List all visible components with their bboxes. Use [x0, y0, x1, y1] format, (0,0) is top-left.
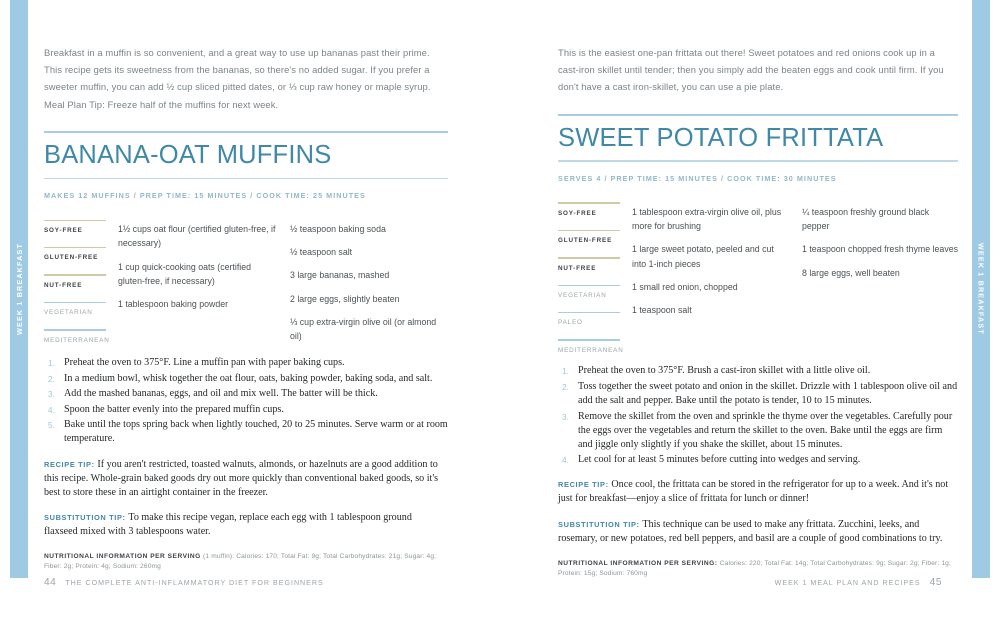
dietary-tag-label: NUT-FREE — [558, 264, 597, 272]
ingredient-item: 1½ cups oat flour (certified gluten-free, if necessary) — [118, 223, 276, 249]
instruction-step: Spoon the batter evenly into the prepared muffin cups. — [64, 403, 284, 415]
dietary-tag-rule — [558, 339, 620, 340]
ingredient-item: 1 cup quick-cooking oats (certified gluten-free, if necessary) — [118, 261, 251, 286]
right-page — [500, 0, 1000, 617]
ingredient-item: 3 large bananas, mashed — [290, 270, 390, 281]
ingredient-item: 1 teaspoon chopped fresh thyme leaves — [802, 244, 959, 255]
dietary-tag — [558, 333, 624, 360]
dietary-tag-rule — [44, 274, 106, 275]
ingredient-item: 1 tablespoon baking powder — [118, 299, 229, 310]
dietary-tag-rule — [558, 285, 620, 286]
dietary-tag-rule — [44, 220, 106, 221]
right-recipe-tip — [558, 478, 958, 506]
dietary-tag-rule — [44, 247, 106, 248]
dietary-tag — [558, 223, 620, 250]
instruction-step: In a medium bowl, whisk together the oat flour, oats, baking powder, baking soda, and salt. — [64, 372, 433, 384]
dietary-tag — [44, 295, 106, 322]
right-substitution-tip-label: SUBSTITUTION TIP: — [558, 519, 643, 529]
instruction-step: Preheat the oven to 375°F. Brush a cast-iron skillet with a little olive oil. — [578, 365, 871, 377]
right-nutrition-values: Calories: 220; Total Fat: 14g; Total Carbohydrates: 9g; Sugar: 2g; Fiber: 1g; Protein: 15g; Sodium: 760mg — [558, 559, 951, 578]
right-instruction-steps — [558, 364, 958, 467]
right-substitution-tip-text: This technique can be used to make any frittata. Zucchini, leeks, and rosemary, or new potatoes, red bell peppers, and basil are a couple of good combinations to try. — [558, 518, 943, 544]
left-recipe-meta: MAKES 12 MUFFINS / PREP TIME: 15 MINUTES / COOK TIME: 25 MINUTES — [44, 191, 366, 201]
left-recipe-title: BANANA-OAT MUFFINS — [44, 141, 332, 169]
left-dietary-tags — [44, 213, 110, 352]
instruction-step: Preheat the oven to 375°F. Line a muffin pan with paper baking cups. — [64, 357, 345, 369]
right-intro-paragraph: This is the easiest one-pan frittata out there! Sweet potatoes and red onions cook up in a cast-iron skillet until tender; then you simply add the beaten eggs and cook until firm. If you don't have a cast iron-skillet, you can use a pie plate. — [558, 47, 944, 93]
dietary-tag — [558, 305, 620, 332]
dietary-tag — [558, 251, 620, 278]
instruction-step: Remove the skillet from the oven and sprinkle the thyme over the vegetables. Carefully pour the eggs over the vegetables and return the skillet to the oven. Bake until the eggs are firm and jiggle only slightly if you shake the skillet, about 15 minutes. — [578, 410, 953, 450]
left-page-number: 44 — [44, 577, 57, 588]
right-substitution-tip — [558, 518, 958, 546]
left-ingredients — [106, 213, 448, 352]
dietary-tag-label: PALEO — [558, 319, 583, 327]
right-recipe-tip-text: Once cool, the frittata can be stored in the refrigerator for up to a week. And it's not just for breakfast—enjoy a slice of frittata for lunch or dinner! — [558, 479, 949, 505]
dietary-tag — [44, 213, 106, 240]
dietary-tag-rule — [44, 329, 106, 330]
left-substitution-tip — [44, 511, 448, 539]
dietary-tag-label: GLUTEN-FREE — [558, 237, 613, 245]
left-recipe-tip-label: RECIPE TIP: — [44, 459, 98, 469]
dietary-tag — [558, 278, 620, 305]
right-dietary-tags — [558, 196, 624, 360]
left-nutrition-values: (1 muffin): Calories: 170; Total Fat: 9g; Total Carbohydrates: 21g; Sugar: 4g; Fiber: 2g; Protein: 4g; Sodium: 260mg — [44, 553, 437, 571]
ingredient-item: ½ teaspoon baking soda — [290, 223, 386, 234]
right-page-number: 45 — [929, 577, 942, 588]
ingredient-item: 1 teaspoon salt — [632, 305, 692, 316]
left-ingredients-column-2 — [290, 213, 448, 352]
dietary-tag — [44, 323, 110, 350]
instruction-step: Let cool for at least 5 minutes before cutting into wedges and serving. — [578, 454, 861, 466]
right-nutrition-label: NUTRITIONAL INFORMATION PER SERVING: — [558, 559, 720, 567]
dietary-tag-rule — [558, 312, 620, 313]
left-instruction-steps — [44, 356, 448, 447]
dietary-tag — [44, 240, 106, 267]
right-body-grid — [558, 196, 958, 360]
side-tab-left-label: WEEK 1 BREAKFAST — [14, 243, 24, 335]
dietary-tag-label: MEDITERRANEAN — [558, 346, 624, 354]
dietary-tag-label: NUT-FREE — [44, 281, 83, 289]
left-recipe-tip-text: If you aren't restricted, toasted walnuts, almonds, or hazelnuts are a good addition to this recipe. Whole-grain baked goods dry out more quickly than conventional baked goods, so it's best to store these in an airtight container in the freezer. — [44, 458, 439, 498]
ingredient-item: ½ teaspoon salt — [290, 247, 353, 258]
right-ingredients-column-1 — [632, 196, 788, 360]
instruction-step: Toss together the sweet potato and onion in the skillet. Drizzle with 1 tablespoon olive oil and add the salt and pepper. Bake until the potato is tender, 10 to 15 minutes. — [578, 380, 958, 406]
right-running-head: WEEK 1 MEAL PLAN AND RECIPES — [774, 579, 921, 587]
dietary-tag-rule — [558, 202, 620, 203]
dietary-tag-label: SOY-FREE — [44, 226, 83, 234]
right-footer — [775, 577, 942, 588]
left-body-grid — [44, 213, 448, 352]
left-running-head: THE COMPLETE ANTI-INFLAMMATORY DIET FOR BEGINNERS — [65, 579, 324, 587]
side-tab-right — [972, 0, 990, 578]
right-recipe-tip-label: RECIPE TIP: — [558, 480, 612, 490]
ingredient-item: ¼ teaspoon freshly ground black pepper — [802, 206, 930, 232]
left-nutrition — [44, 552, 448, 573]
left-substitution-tip-label: SUBSTITUTION TIP: — [44, 512, 129, 522]
left-nutrition-label: NUTRITIONAL INFORMATION PER SERVING — [44, 553, 204, 561]
ingredient-item: 1 tablespoon extra-virgin olive oil, plus more for brushing — [632, 206, 782, 232]
ingredient-item: 8 large eggs, well beaten — [802, 267, 900, 278]
dietary-tag — [44, 268, 106, 295]
dietary-tag-label: SOY-FREE — [558, 209, 597, 217]
instruction-step: Bake until the tops spring back when lightly touched, 20 to 25 minutes. Serve warm or at room temperature. — [64, 419, 448, 445]
right-recipe-title: SWEET POTATO FRITTATA — [558, 123, 884, 152]
left-recipe-tip — [44, 458, 448, 500]
right-ingredients — [620, 196, 958, 360]
left-substitution-tip-text: To make this recipe vegan, replace each egg with 1 tablespoon ground flaxseed mixed with 3 tablespoons water. — [44, 511, 412, 537]
dietary-tag-rule — [44, 302, 106, 303]
right-recipe-meta: SERVES 4 / PREP TIME: 15 MINUTES / COOK TIME: 30 MINUTES — [558, 173, 837, 183]
left-title-rule-bottom — [44, 178, 448, 180]
right-title-rule-bottom — [558, 160, 958, 162]
left-intro-paragraph: Breakfast in a muffin is so convenient, and a great way to use up bananas past their prime. This recipe gets its sweetness from the bananas, so there's no added sugar. If you prefer a sweeter muffin, you can add ½ cup sliced pitted dates, or ⅓ cup raw honey or maple syrup. Meal Plan Tip: Freeze half of the muffins for next week. — [44, 47, 431, 110]
ingredient-item: ⅓ cup extra-virgin olive oil (or almond oil) — [290, 316, 437, 342]
dietary-tag — [558, 196, 620, 223]
dietary-tag-label: MEDITERRANEAN — [44, 336, 110, 344]
ingredient-item: 2 large eggs, slightly beaten — [290, 293, 400, 304]
ingredient-item: 1 large sweet potato, peeled and cut into 1-inch pieces — [632, 244, 774, 269]
instruction-step: Add the mashed bananas, eggs, and oil and mix well. The batter will be thick. — [64, 388, 378, 400]
right-ingredients-column-2 — [802, 196, 958, 360]
left-footer — [44, 577, 324, 588]
left-ingredients-column-1 — [118, 213, 276, 352]
dietary-tag-label: VEGETARIAN — [558, 291, 607, 299]
dietary-tag-label: GLUTEN-FREE — [44, 254, 99, 262]
side-tab-right-label: WEEK 1 BREAKFAST — [976, 243, 986, 335]
dietary-tag-label: VEGETARIAN — [44, 309, 93, 317]
ingredient-item: 1 small red onion, chopped — [632, 281, 738, 292]
dietary-tag-rule — [558, 230, 620, 231]
dietary-tag-rule — [558, 257, 620, 258]
